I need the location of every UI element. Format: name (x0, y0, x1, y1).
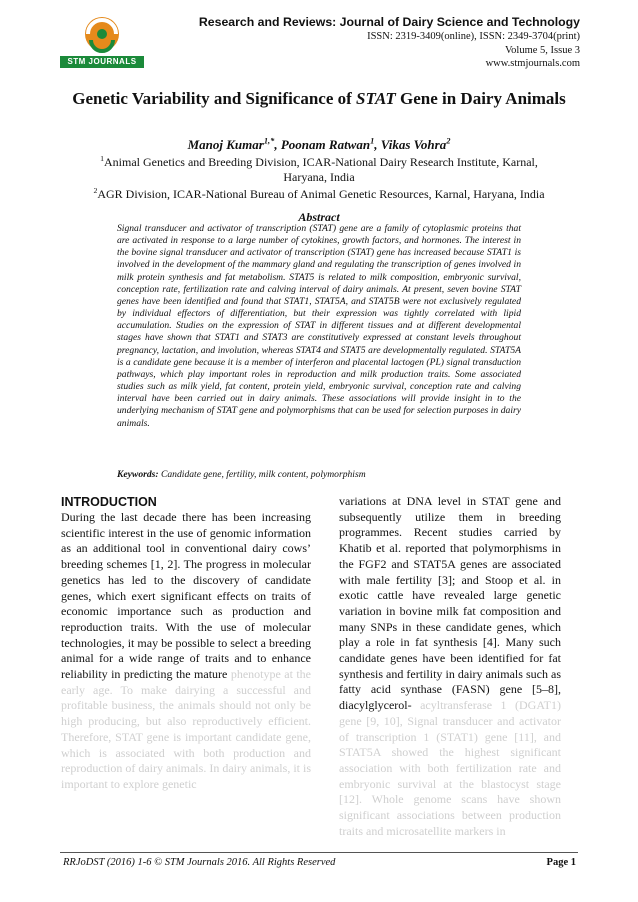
author-3-sup: 2 (446, 135, 451, 146)
author-1-sup: 1,* (263, 135, 275, 146)
journal-website[interactable]: www.stmjournals.com (485, 58, 580, 69)
keywords-label: Keywords: (117, 469, 159, 480)
affiliation-2-sup: 2 (93, 186, 98, 195)
journal-header (199, 14, 580, 71)
journal-title: Research and Reviews: Journal of Dairy Science and Technology (198, 15, 580, 29)
journal-issn: ISSN: 2319-3409(online), ISSN: 2349-3704(print) (367, 31, 580, 42)
intro-right-text: variations at DNA level in STAT gene and subsequently utilize them in breeding programmes. Recent studies carried by Khatib et al. reported that polymorphisms in the FGF2 and STAT5A genes are associated with male fertility [3]; and Stoop et al. in exotic cattle have revealed large genetic variation in bovine milk fat composition and many SNPs in these candidate genes, which play a role in fat synthesis [4]. Many such candidate genes have been identified for fat synthesis and fertility in dairy animals such as fatty acid synthase (FASN) gene [5–8], diacylglycerol- (339, 494, 561, 713)
affiliation-1-text: Animal Genetics and Breeding Division, ICAR-National Dairy Research Institute, Karnal, Haryana, India (104, 155, 538, 184)
author-1: Manoj Kumar (187, 137, 264, 152)
logo-text: STM JOURNALS (60, 56, 144, 68)
author-list (60, 137, 578, 153)
abstract-heading: Abstract (298, 210, 340, 224)
intro-right-column (339, 494, 561, 839)
section-heading-introduction: INTRODUCTION (61, 495, 157, 509)
affiliation-2 (88, 187, 550, 202)
footer-page-number: Page 1 (546, 857, 576, 868)
affiliation-1-sup: 1 (100, 154, 104, 163)
keywords (117, 469, 521, 480)
affiliation-2-text: AGR Division, ICAR-National Bureau of Animal Genetic Resources, Karnal, Haryana, India (97, 187, 545, 201)
stm-journals-logo (58, 12, 148, 68)
intro-left-column (61, 494, 311, 793)
abstract-body: Signal transducer and activator of transcription (STAT) gene are a family of cytoplasmic proteins that are activated in response to a large number of cytokines, growth factors, and hormones. The interest in the bovine signal transducer and activator of transcription (STAT) gene has increased because STAT1 is involved in the development of the mammary gland and regulating the transcription of genes involved in milk protein synthesis and fat metabolism. STAT5 is related to milk composition, embryonic survival, conception rate, fertilization rate and calving interval of dairy animals. At present, seven bovine STAT genes have been identified and found that STAT1, STAT5A, and STAT5B were not exclusively regulated by individual effectors of differentiation, but their expression was tightly correlated with lipid accumulation. Studies on the expression of STAT in different tissues and at different developmental stages have shown that STAT1 and STAT3 are constitutively expressed at constant levels throughout pregnancy, lactation, and involution, whereas STAT4 and STAT5 are developmentally regulated. STAT5A is a candidate gene because it is a member of interferon and placental lactogen (PL) signal transduction pathways, which play important roles in reproduction and milk production traits. Some associated studies such as milk yield, fat content, protein yield, embryonic survival, conception rate and calving interval have been carried out in dairy animals. These associations will provide insight in to the underlying mechanism of STAT gene and polymorphisms that can be used for selection purposes in dairy animals. (117, 223, 521, 429)
title-gene-symbol: STAT (356, 89, 396, 108)
keywords-list: Candidate gene, fertility, milk content, polymorphism (160, 469, 366, 480)
footer-citation: RRJoDST (2016) 1-6 © STM Journals 2016. All Rights Reserved (63, 857, 336, 868)
author-2-sup: 1 (370, 135, 375, 146)
journal-volume: Volume 5, Issue 3 (504, 44, 580, 56)
author-2: , Poonam Ratwan (274, 137, 371, 152)
intro-left-text: During the last decade there has been increasing scientific interest in the use of genomic information as an additional tool in conventional dairy cows’ breeding schemes [1, 2]. The progress in molecular genetics has led to the discovery of candidate genes, which exert significant effects on traits of economic importance such as production and reproduction traits. With the use of molecular technologies, it may be possible to select a breeding animal for a wide range of traits and to enhance reliability in predicting the mature (61, 510, 311, 682)
intro-right-faded-text: acyltransferase 1 (DGAT1) gene [9, 10], Signal transducer and activator of transcription 1 (STAT1) gene [11], and STAT5A showed the highest significant association with both fertilization rate and embryonic survival at the blastocyst stage [12]. Whole genome scans have shown significant associations between production traits and microsatellite markers in (339, 698, 561, 838)
affiliation-1 (88, 155, 550, 185)
author-3: , Vikas Vohra (374, 137, 447, 152)
footer-divider (60, 852, 578, 853)
paper-title: Genetic Variability and Significance of STAT Gene in Dairy Animals (72, 89, 566, 108)
intro-left-faded-text: phenotype at the early age. To make dairying a successful and profitable business, the animals should not only be high producing, but also reproductively efficient. Therefore, STAT gene is important candidate gene, which is associated with both production and reproduction of dairy animals. In dairy animals, it is important to explore genetic (61, 667, 311, 791)
